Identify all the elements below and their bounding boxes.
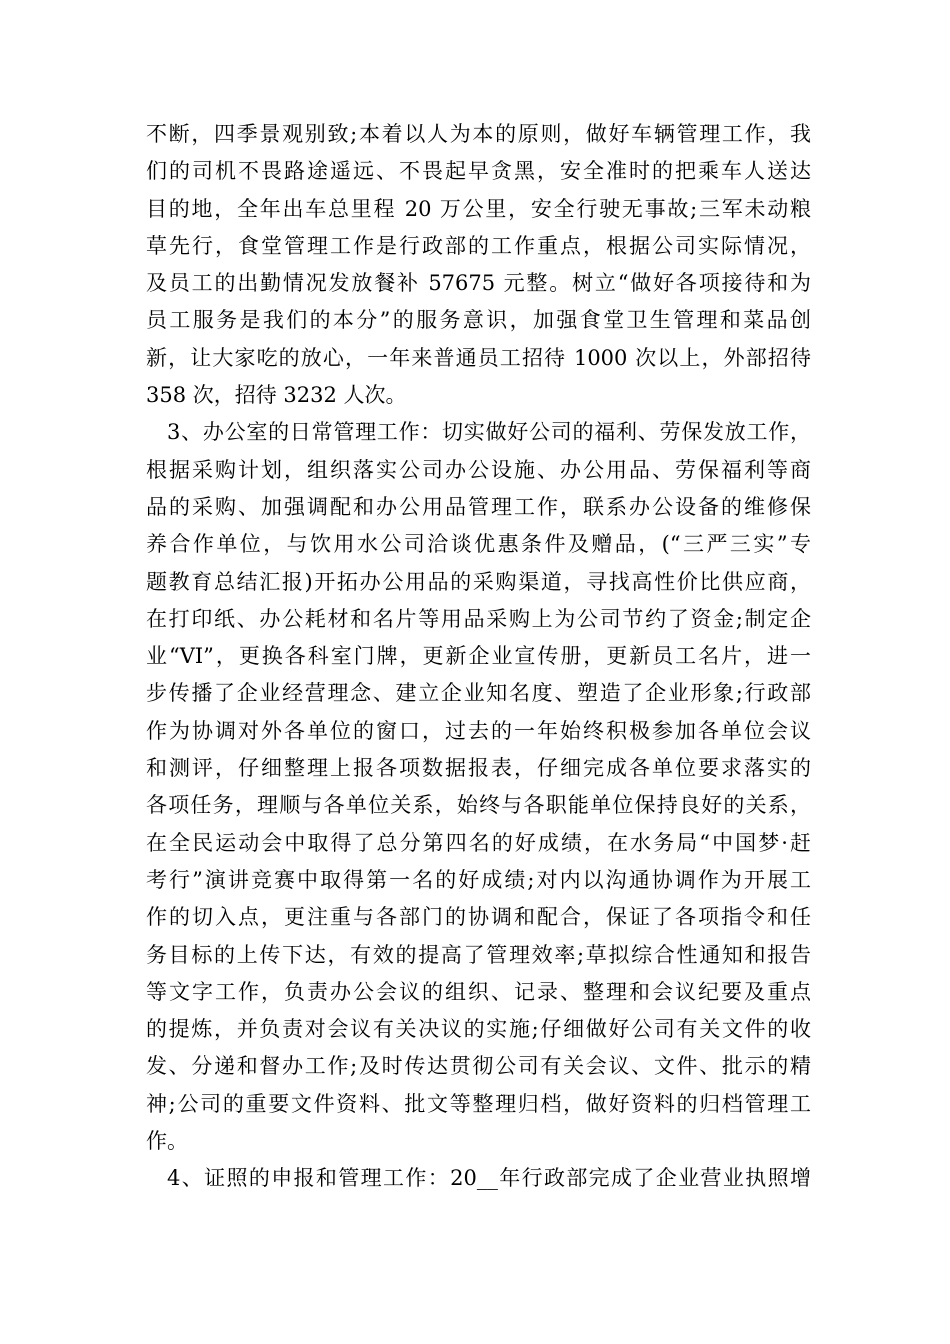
text-line: 们的司机不畏路途遥远、不畏起早贪黑，安全准时的把乘车人送达 bbox=[146, 159, 811, 184]
text-line: 不断，四季景观别致;本着以人为本的原则，做好车辆管理工作，我 bbox=[146, 122, 811, 146]
text-line: 等文字工作，负责办公会议的组织、记录、整理和会议纪要及重点 bbox=[146, 979, 811, 1004]
paragraph-office-management bbox=[146, 414, 811, 1160]
text-line: 发、分递和督办工作;及时传达贯彻公司有关会议、文件、批示的精 bbox=[146, 1054, 811, 1079]
paragraph-continued bbox=[146, 116, 811, 414]
text-line: 的提炼，并负责对会议有关决议的实施;仔细做好公司有关文件的收 bbox=[146, 1017, 811, 1042]
text-line: 作。 bbox=[146, 1129, 188, 1154]
text-line: 步传播了企业经营理念、建立企业知名度、塑造了企业形象;行政部 bbox=[146, 681, 811, 706]
text-line: 目的地，全年出车总里程 20 万公里，安全行驶无事故;三军未动粮 bbox=[146, 196, 811, 221]
text-line: 358 次，招待 3232 人次。 bbox=[146, 383, 407, 408]
text-line: 务目标的上传下达，有效的提高了管理效率;草拟综合性通知和报告 bbox=[146, 942, 811, 967]
text-line: 作为协调对外各单位的窗口，过去的一年始终积极参加各单位会议 bbox=[146, 718, 811, 743]
paragraph-licenses bbox=[146, 1160, 811, 1197]
text-line: 新，让大家吃的放心，一年来普通员工招待 1000 次以上，外部招待 bbox=[146, 345, 811, 370]
text-line: 在全民运动会中取得了总分第四名的好成绩，在水务局“中国梦·赶 bbox=[146, 830, 811, 855]
text-line: 题教育总结汇报)开拓办公用品的采购渠道，寻找高性价比供应商， bbox=[146, 569, 811, 594]
text-line: 作的切入点，更注重与各部门的协调和配合，保证了各项指令和任 bbox=[146, 905, 811, 930]
text-line: 在打印纸、办公耗材和名片等用品采购上为公司节约了资金;制定企 bbox=[146, 606, 811, 631]
text-line: 3、办公室的日常管理工作：切实做好公司的福利、劳保发放工作， bbox=[167, 420, 811, 445]
text-line: 员工服务是我们的本分”的服务意识，加强食堂卫生管理和菜品创 bbox=[146, 308, 811, 333]
text-line: 神;公司的重要文件资料、批文等整理归档，做好资料的归档管理工 bbox=[146, 1091, 811, 1116]
text-line: 考行”演讲竞赛中取得第一名的好成绩;对内以沟通协调作为开展工 bbox=[146, 867, 811, 892]
text-line: 养合作单位，与饮用水公司洽谈优惠条件及赠品，(“三严三实”专 bbox=[146, 532, 811, 557]
text-line: 4、证照的申报和管理工作：20__年行政部完成了企业营业执照增 bbox=[167, 1166, 811, 1191]
text-line: 各项任务，理顺与各单位关系，始终与各职能单位保持良好的关系， bbox=[146, 793, 811, 818]
text-line: 品的采购、加强调配和办公用品管理工作，联系办公设备的维修保 bbox=[146, 494, 811, 519]
text-line: 及员工的出勤情况发放餐补 57675 元整。树立“做好各项接待和为 bbox=[146, 271, 811, 296]
text-line: 和测评，仔细整理上报各项数据报表，仔细完成各单位要求落实的 bbox=[146, 756, 811, 781]
text-line: 根据采购计划，组织落实公司办公设施、办公用品、劳保福利等商 bbox=[146, 457, 811, 482]
text-line: 草先行，食堂管理工作是行政部的工作重点，根据公司实际情况， bbox=[146, 233, 811, 258]
text-line: 业“VI”，更换各科室门牌，更新企业宣传册，更新员工名片，进一 bbox=[146, 644, 811, 669]
document-body bbox=[146, 116, 811, 1198]
